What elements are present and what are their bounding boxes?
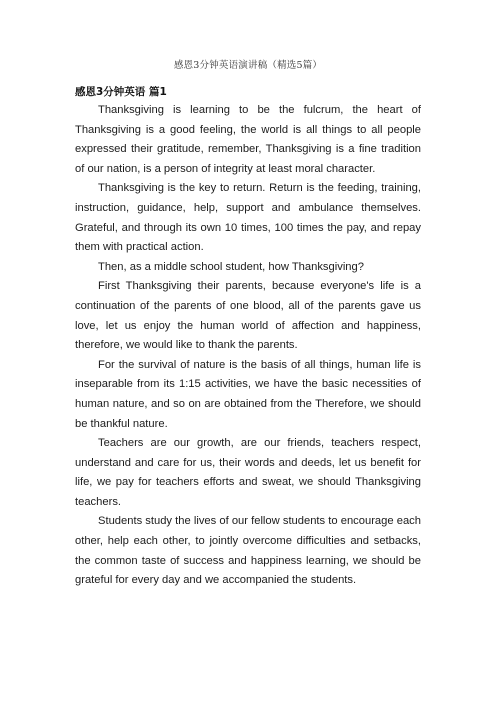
paragraph-6: Teachers are our growth, are our friends, teachers respect, understand and care for us, their words and deeds, let us benefit for life, we pay for teachers efforts and sweat, we should Thanksgiving teachers. — [75, 437, 421, 508]
paragraph-7: Students study the lives of our fellow students to encourage each other, help each other, to jointly overcome difficulties and setbacks, the common taste of success and happiness learning, we should be grateful for every day and we accompanied the students. — [75, 515, 421, 587]
document-body — [75, 84, 421, 591]
paragraph-4: First Thanksgiving their parents, because everyone's life is a continuation of the parents of one blood, all of the parents gave us love, let us enjoy the human world of affection and happiness, therefore, we would like to thank the parents. — [75, 280, 421, 352]
paragraph-2: Thanksgiving is the key to return. Return is the feeding, training, instruction, guidance, help, support and ambulance themselves. Grateful, and through its own 10 times, 100 times the pay, and repay them with practical action. — [75, 182, 421, 254]
running-header: 感恩3分钟英语演讲稿（精选5篇） — [173, 60, 323, 71]
paragraph-1: Thanksgiving is learning to be the fulcrum, the heart of Thanksgiving is a good feeling, the world is all things to all people expressed their gratitude, remember, Thanksgiving is a fine tradition of our nation, is a person of integrity at least moral character. — [75, 104, 421, 175]
paragraph-3: Then, as a middle school student, how Thanksgiving? — [98, 260, 364, 273]
section-title: 感恩3分钟英语 篇1 — [75, 86, 167, 98]
paragraph-5: For the survival of nature is the basis of all things, human life is inseparable from its 1:15 activities, we have the basic necessities of human nature, and so on are obtained from the Therefore, we should be thankful nature. — [75, 358, 421, 430]
